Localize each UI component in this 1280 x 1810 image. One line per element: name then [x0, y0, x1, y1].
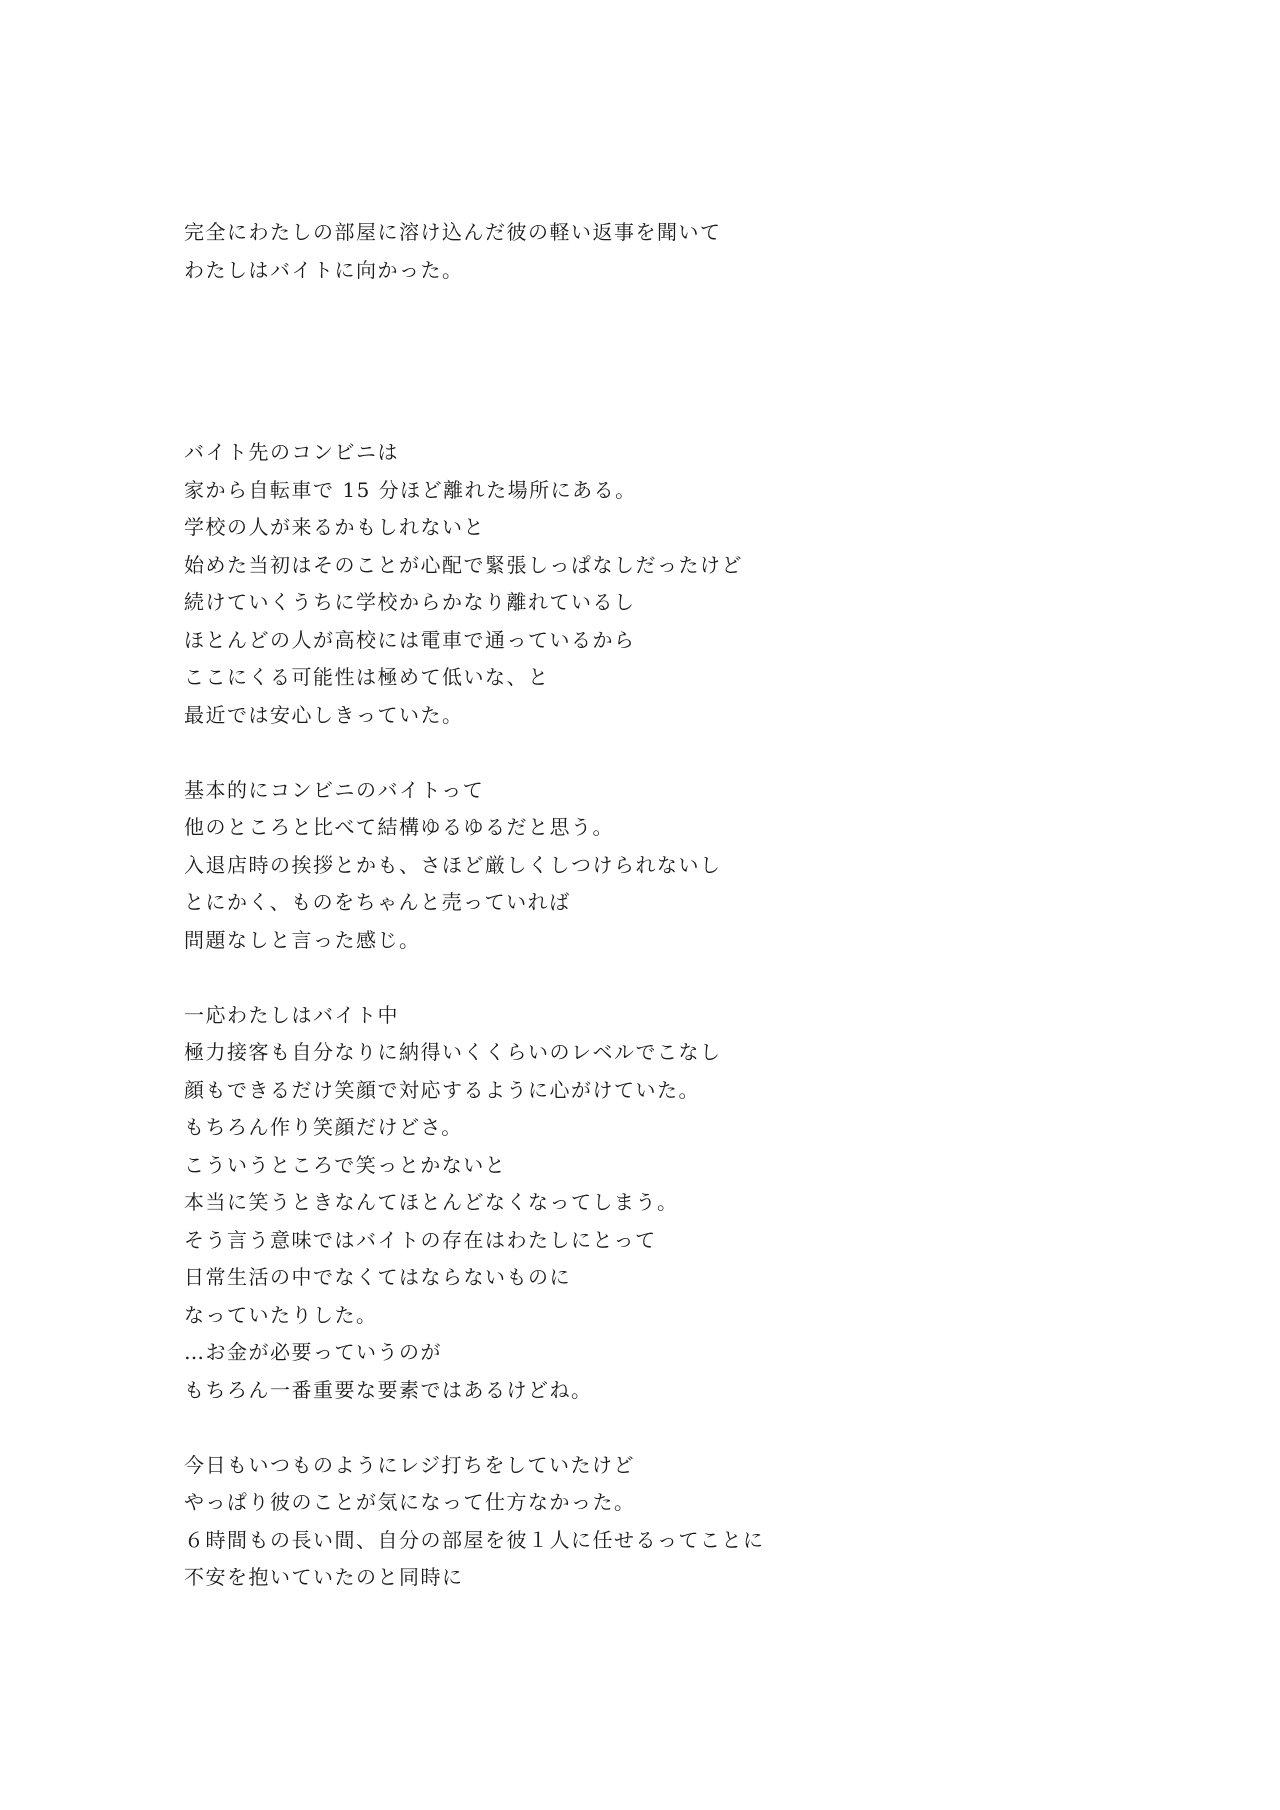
text-line: 完全にわたしの部屋に溶け込んだ彼の軽い返事を聞いて — [184, 220, 722, 244]
text-line: ほとんどの人が高校には電車で通っているから — [184, 627, 636, 652]
text-line: 他のところと比べて結構ゆるゆるだと思う。 — [184, 815, 614, 839]
paragraph — [184, 772, 1184, 960]
text-line: 顔もできるだけ笑顔で対応するように心がけていた。 — [184, 1077, 700, 1102]
text-line: 日常生活の中でなくてはならないものに — [184, 1265, 571, 1289]
text-line: 不安を抱いていたのと同時に — [184, 1565, 464, 1589]
text-line: こういうところで笑っとかないと — [184, 1152, 507, 1177]
paragraph-gap — [184, 1409, 1184, 1447]
paragraph-gap — [184, 289, 1184, 434]
text-line: …お金が必要っていうのが — [184, 1340, 442, 1364]
text-line: 始めた当初はそのことが心配で緊張しっぱなしだったけど — [184, 552, 743, 577]
text-line: なっていたりした。 — [184, 1302, 378, 1327]
text-line: 一応わたしはバイト中 — [184, 1002, 399, 1027]
text-line: 本当に笑うときなんてほとんどなくなってしまう。 — [184, 1190, 679, 1214]
text-line: とにかく、ものをちゃんと売っていれば — [184, 890, 571, 914]
text-line: 学校の人が来るかもしれないと — [184, 515, 485, 539]
text-line: もちろん一番重要な要素ではあるけどね。 — [184, 1377, 593, 1402]
paragraph-gap — [184, 959, 1184, 997]
text-line: やっぱり彼のことが気になって仕方なかった。 — [184, 1490, 636, 1514]
text-line: バイト先のコンビニは — [184, 440, 399, 464]
text-line: もちろん作り笑顔だけどさ。 — [184, 1115, 463, 1139]
text-line: 今日もいつものようにレジ打ちをしていたけど — [184, 1452, 635, 1477]
text-line: そう言う意味ではバイトの存在はわたしにとって — [184, 1227, 657, 1252]
paragraph — [184, 997, 1184, 1410]
story-text — [184, 214, 1184, 1597]
text-line: ここにくる可能性は極めて低いな、と — [184, 665, 550, 689]
paragraph — [184, 434, 1184, 734]
text-line: ６時間もの長い間、自分の部屋を彼１人に任せるってことに — [184, 1527, 765, 1552]
text-line: 基本的にコンビニのバイトって — [184, 777, 485, 802]
paragraph — [184, 1447, 1184, 1597]
text-line: わたしはバイトに向かった。 — [184, 257, 464, 282]
text-line: 続けていくうちに学校からかなり離れているし — [184, 590, 636, 614]
text-line: 極力接客も自分なりに納得いくくらいのレベルでこなし — [184, 1040, 722, 1064]
paragraph-gap — [184, 734, 1184, 772]
text-line: 家から自転車で 15 分ほど離れた場所にある。 — [184, 477, 637, 502]
paragraph — [184, 214, 1184, 289]
text-line: 入退店時の挨拶とかも、さほど厳しくしつけられないし — [184, 852, 722, 877]
text-line: 最近では安心しきっていた。 — [184, 702, 464, 727]
text-line: 問題なしと言った感じ。 — [184, 927, 421, 952]
